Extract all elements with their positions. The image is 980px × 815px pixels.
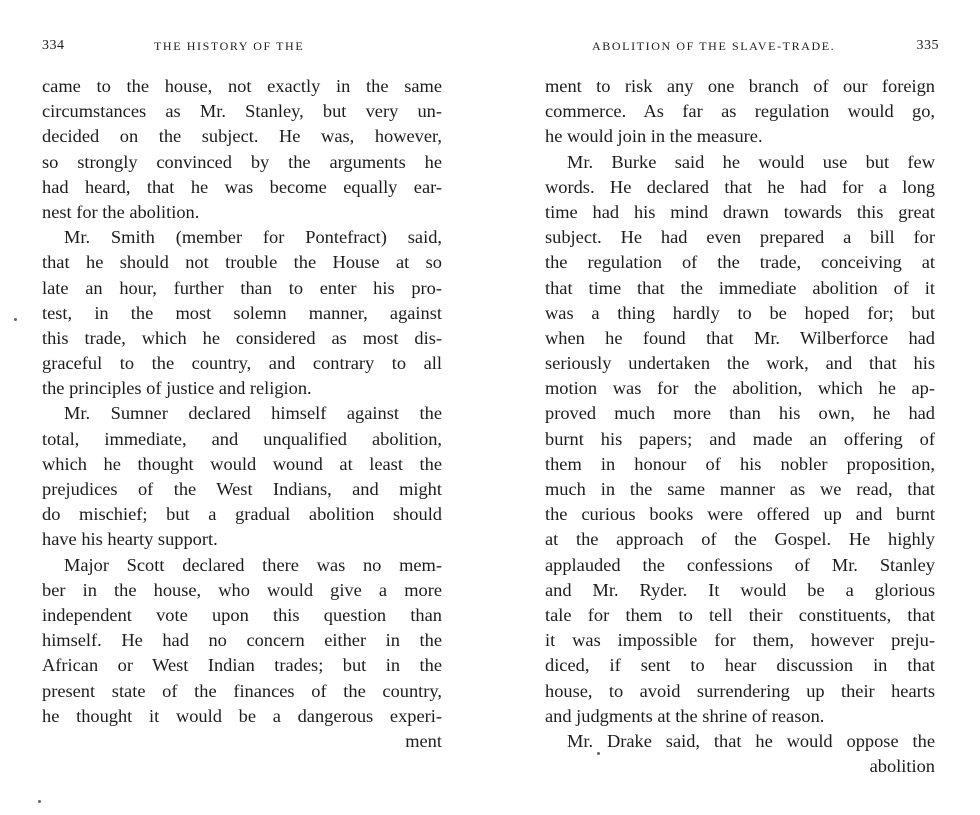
text-line: the regulation of the trade, conceiving at [545, 252, 935, 273]
text-line: Major Scott declared there was no mem- [64, 554, 442, 575]
text-line: it was impossible for them, however preju- [545, 630, 935, 651]
text-line: graceful to the country, and contrary to all [42, 353, 442, 374]
text-line: he thought it would be a dangerous experi- [42, 705, 442, 726]
text-line: Mr. Sumner declared himself against the [64, 403, 442, 424]
text-line: have his hearty support. [42, 529, 218, 550]
text-line: that time that the immediate abolition of it [545, 277, 935, 298]
right-page [545, 0, 939, 815]
text-line: Mr. Drake said, that he would oppose the [567, 730, 935, 751]
text-line: diced, if sent to hear discussion in that [545, 655, 935, 676]
left-page-number: 334 [42, 38, 65, 53]
text-line: so strongly convinced by the arguments he [42, 151, 442, 172]
left-running-title: THE HISTORY OF THE [154, 39, 305, 53]
right-page-number: 335 [916, 38, 939, 53]
text-line: decided on the subject. He was, however, [42, 126, 442, 147]
text-line: himself. He had no concern either in the [42, 630, 442, 651]
text-line: circumstances as Mr. Stanley, but very un- [42, 101, 442, 122]
text-line: when he found that Mr. Wilberforce had [545, 327, 935, 348]
right-running-title: ABOLITION OF THE SLAVE-TRADE. [592, 39, 836, 53]
left-running-head [42, 38, 442, 58]
text-line: do mischief; but a gradual abolition should [42, 504, 442, 525]
text-line: independent vote upon this question than [42, 604, 442, 625]
catchword: ment [405, 730, 442, 751]
right-running-head [545, 38, 939, 58]
text-line: applauded the confessions of Mr. Stanley [545, 554, 935, 575]
text-line: Mr. Smith (member for Pontefract) said, [64, 227, 442, 248]
paper-speck [14, 318, 17, 321]
text-line: the principles of justice and religion. [42, 378, 312, 399]
text-line: house, to avoid surrendering up their hearts [545, 680, 935, 701]
text-line: present state of the finances of the country, [42, 680, 442, 701]
text-line: nest for the abolition. [42, 201, 200, 222]
text-line: Mr. Burke said he would use but few [567, 151, 935, 172]
text-line: the curious books were offered up and burnt [545, 504, 935, 525]
text-line: much in the same manner as we read, that [545, 479, 935, 499]
text-line: this trade, which he considered as most dis- [42, 327, 442, 348]
text-line: ment to risk any one branch of our foreign [545, 76, 935, 96]
text-line: seriously undertaken the work, and that his [545, 353, 935, 374]
text-line: time had his mind drawn towards this great [545, 201, 935, 222]
text-line: that he should not trouble the House at so [42, 252, 442, 273]
text-line: at the approach of the Gospel. He highly [545, 529, 935, 550]
text-line: and judgments at the shrine of reason. [545, 705, 825, 726]
text-line: he would join in the measure. [545, 126, 763, 147]
text-line: burnt his papers; and made an offering of [545, 428, 935, 449]
text-line: motion was for the abolition, which he ap- [545, 378, 935, 399]
text-line: test, in the most solemn manner, against [42, 302, 442, 323]
paper-speck [38, 800, 41, 803]
left-page [42, 0, 442, 815]
text-line: total, immediate, and unqualified abolition, [42, 428, 442, 449]
paper-speck [597, 752, 600, 755]
text-line: proved much more than his own, he had [545, 403, 935, 424]
text-line: had heard, that he was become equally ear- [42, 176, 442, 197]
text-line: tale for them to tell their constituents, that [545, 604, 935, 625]
catchword: abolition [869, 756, 935, 777]
text-line: them in honour of his nobler proposition, [545, 453, 935, 474]
text-line: subject. He had even prepared a bill for [545, 227, 935, 248]
text-line: commerce. As far as regulation would go, [545, 101, 935, 122]
right-body-text [545, 74, 935, 779]
text-line: which he thought would wound at least the [42, 453, 442, 474]
text-line: late an hour, further than to enter his pro- [42, 277, 442, 298]
text-line: came to the house, not exactly in the same [42, 76, 442, 96]
left-body-text [42, 74, 442, 754]
text-line: ber in the house, who would give a more [42, 579, 442, 600]
text-line: and Mr. Ryder. It would be a glorious [545, 579, 935, 600]
text-line: African or West Indian trades; but in the [42, 655, 442, 676]
text-line: was a thing hardly to be hoped for; but [545, 302, 935, 323]
text-line: prejudices of the West Indians, and might [42, 479, 442, 499]
text-line: words. He declared that he had for a long [545, 176, 935, 197]
